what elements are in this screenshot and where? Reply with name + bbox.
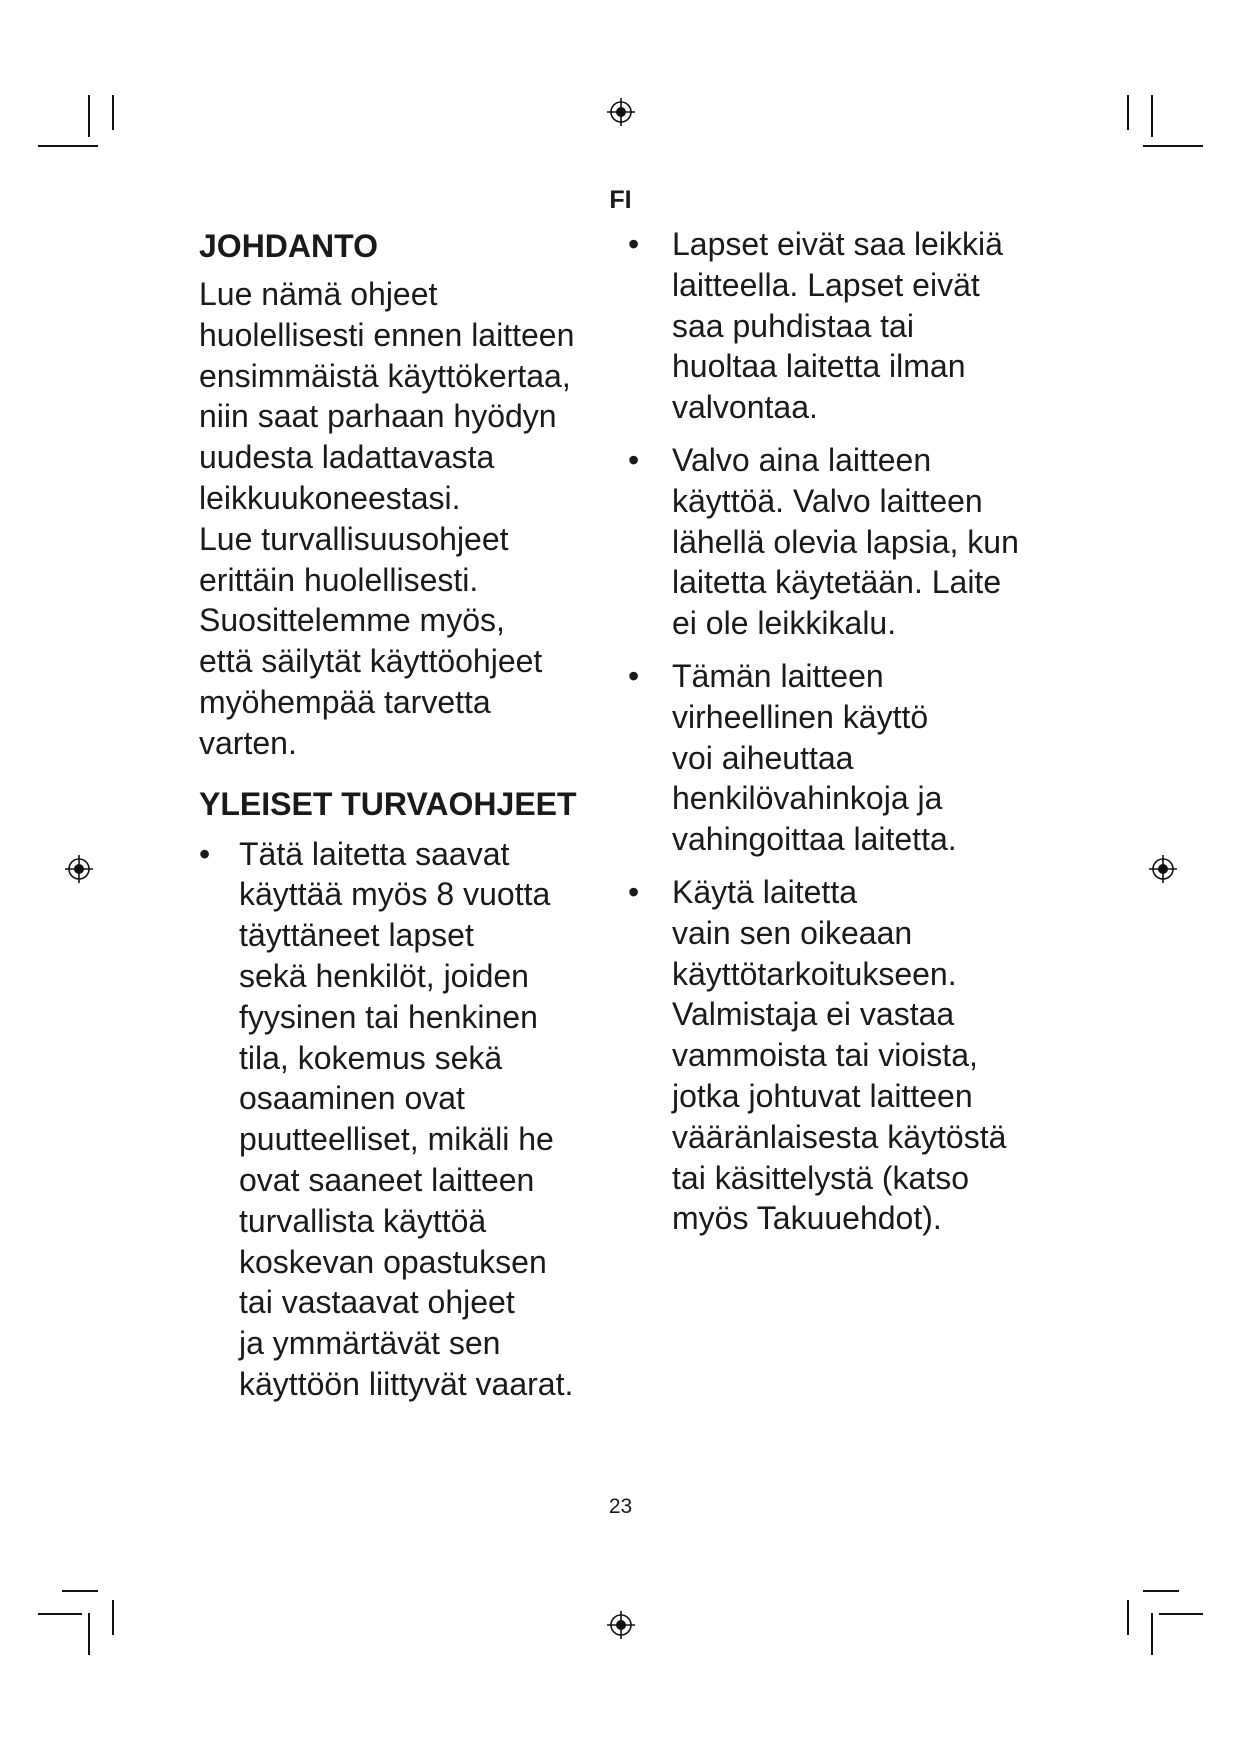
list-item bbox=[628, 872, 1068, 1239]
crop-mark-top-right-h bbox=[1143, 145, 1203, 147]
crop-mark-bottom-right-v1 bbox=[1151, 1613, 1153, 1655]
list-item bbox=[628, 440, 1068, 644]
list-item-text: Käytä laitetta vain sen oikeaan käyttötarkoitukseen. Valmistaja ei vastaa vammoista tai vioista, jotka johtuvat laitteen vääränlaisesta käytöstä tai käsittelystä (katso myös Takuuehdot). bbox=[672, 873, 1007, 1237]
crop-mark-bottom-right-h2 bbox=[1159, 1613, 1203, 1615]
list-item bbox=[628, 224, 1068, 428]
crop-mark-top-left-v1 bbox=[88, 95, 90, 137]
safety-heading: YLEISET TURVAOHJEET bbox=[199, 785, 577, 822]
crop-mark-top-left-v2 bbox=[112, 95, 114, 130]
crop-mark-bottom-left-v2 bbox=[112, 1600, 114, 1635]
list-item-text: Tätä laitetta saavat käyttää myös 8 vuotta täyttäneet lapset sekä henkilöt, joiden fyysinen tai henkinen tila, kokemus sekä osaaminen ovat puutteelliset, mikäli he ovat saaneet laitteen turvallista käyttöä koskevan opastuksen tai vastaavat ohjeet ja ymmärtävät sen käyttöön liittyvät vaarat. bbox=[239, 835, 574, 1402]
safety-list-right bbox=[628, 224, 1068, 1239]
bullet-icon: • bbox=[628, 226, 640, 262]
bullet-icon: • bbox=[199, 835, 211, 872]
crop-mark-top-right-v2 bbox=[1127, 95, 1129, 130]
list-item bbox=[199, 834, 619, 1405]
crop-mark-top-right-v1 bbox=[1151, 95, 1153, 137]
crop-mark-top-left-h bbox=[38, 145, 98, 147]
registration-mark-icon bbox=[606, 97, 636, 127]
bullet-icon: • bbox=[628, 657, 640, 694]
list-item-text: Tämän laitteen virheellinen käyttö voi aiheuttaa henkilövahinkoja ja vahingoittaa laitetta. bbox=[672, 657, 957, 858]
list-item bbox=[628, 656, 1068, 860]
registration-mark-icon bbox=[64, 854, 94, 884]
list-item-text: Valvo aina laitteen käyttöä. Valvo laitteen lähellä olevia lapsia, kun laitetta käytetään. Laite ei ole leikkikalu. bbox=[672, 441, 1019, 642]
registration-mark-icon bbox=[1148, 854, 1178, 884]
crop-mark-bottom-right-v2 bbox=[1127, 1600, 1129, 1635]
bullet-icon: • bbox=[628, 873, 640, 910]
registration-mark-icon bbox=[606, 1610, 636, 1640]
intro-heading: JOHDANTO bbox=[199, 228, 378, 264]
bullet-icon: • bbox=[628, 441, 640, 478]
left-column bbox=[199, 224, 619, 1417]
language-code: FI bbox=[609, 186, 632, 214]
page-number: 23 bbox=[608, 1495, 633, 1518]
crop-mark-bottom-left-v1 bbox=[88, 1613, 90, 1655]
crop-mark-bottom-right-h1 bbox=[1143, 1590, 1179, 1592]
intro-text: Lue nämä ohjeet huolellisesti ennen laitteen ensimmäistä käyttökertaa, niin saat parhaan hyödyn uudesta ladattavasta leikkuukoneestasi. Lue turvallisuusohjeet erittäin huolellisesti. Suosittelemme myös, että säilytät käyttöohjeet myöhempää tarvetta varten. bbox=[199, 276, 575, 761]
list-item-text: Lapset eivät saa leikkiä laitteella. Lapset eivät saa puhdistaa tai huoltaa laitetta ilman valvontaa. bbox=[672, 226, 1003, 426]
right-column bbox=[628, 224, 1068, 1251]
crop-mark-bottom-left-h2 bbox=[38, 1613, 82, 1615]
safety-list-left bbox=[199, 834, 619, 1405]
crop-mark-bottom-left-h1 bbox=[62, 1590, 98, 1592]
